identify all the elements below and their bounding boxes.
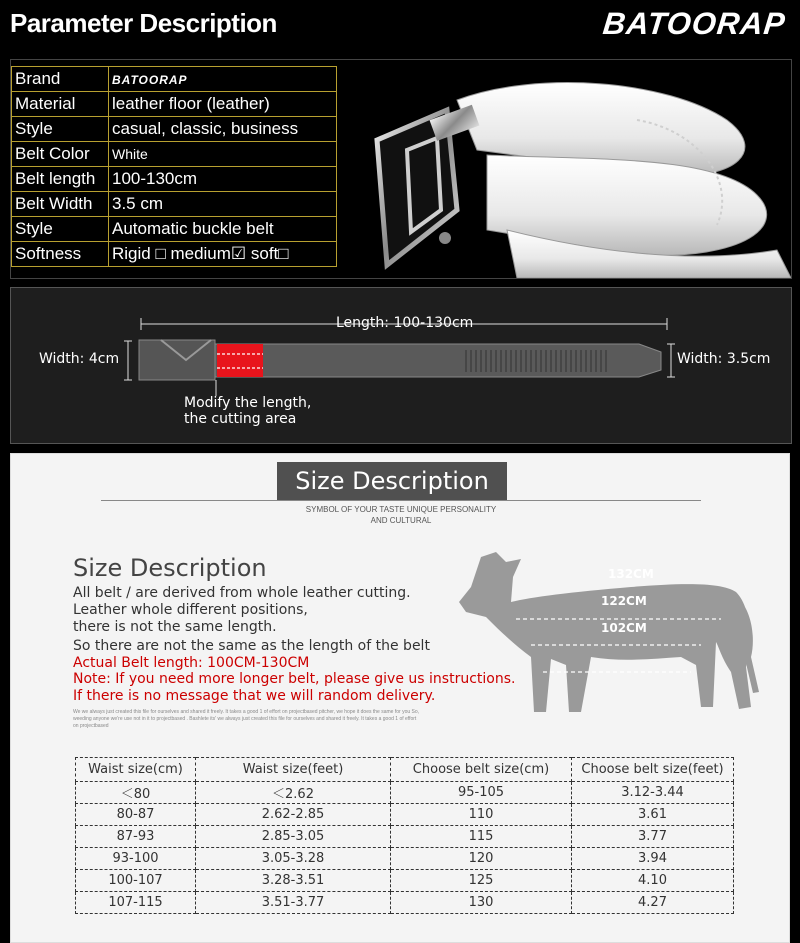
table-row <box>76 870 734 892</box>
length-label: Length: 100-130cm <box>336 315 474 331</box>
table-cell: ＜2.62 <box>196 782 391 804</box>
table-cell: 87-93 <box>76 826 196 848</box>
description-line: Leather whole different positions, <box>73 602 308 618</box>
table-cell: 120 <box>391 848 572 870</box>
size-table <box>75 757 734 914</box>
cow-diagram <box>451 547 761 727</box>
size-table-header-row <box>76 758 734 782</box>
description-line: there is not the same length. <box>73 619 277 635</box>
param-key: Softness <box>12 242 109 267</box>
longer-belt-note: Note: If you need more longer belt, please give us instructions. <box>73 671 516 687</box>
brand-value-logo: BATOORAP <box>112 73 188 87</box>
slogan-line-1: SYMBOL OF YOUR TASTE UNIQUE PERSONALITY <box>305 505 497 514</box>
table-cell: 130 <box>391 892 572 914</box>
table-cell: 2.62-2.85 <box>196 804 391 826</box>
table-cell: 3.12-3.44 <box>572 782 734 804</box>
width-left-label: Width: 4cm <box>39 351 120 367</box>
size-table-header: Choose belt size(cm) <box>391 758 572 782</box>
table-cell: 110 <box>391 804 572 826</box>
param-row <box>12 117 337 142</box>
table-row <box>76 848 734 870</box>
param-value: White <box>109 142 337 167</box>
size-heading: Size Description <box>73 554 267 582</box>
banner-divider <box>101 500 701 501</box>
random-delivery-note: If there is no message that we will random delivery. <box>73 688 436 704</box>
size-description-panel <box>10 453 790 943</box>
param-key: Brand <box>12 67 109 92</box>
parameter-table <box>11 66 337 267</box>
table-cell: 3.94 <box>572 848 734 870</box>
param-row <box>12 67 337 92</box>
param-key: Style <box>12 117 109 142</box>
width-right-label: Width: 3.5cm <box>677 351 771 367</box>
parameter-panel <box>10 59 792 279</box>
brand-logo: BATOORAP <box>601 6 788 41</box>
size-table-header: Waist size(feet) <box>196 758 391 782</box>
param-key: Belt Color <box>12 142 109 167</box>
table-cell: 4.27 <box>572 892 734 914</box>
table-cell: 3.28-3.51 <box>196 870 391 892</box>
description-line: All belt / are derived from whole leather cutting. <box>73 585 411 601</box>
table-cell: 3.05-3.28 <box>196 848 391 870</box>
param-value: leather floor (leather) <box>109 92 337 117</box>
param-value: 100-130cm <box>109 167 337 192</box>
param-value: casual, classic, business <box>109 117 337 142</box>
table-cell: 3.61 <box>572 804 734 826</box>
table-cell: 4.10 <box>572 870 734 892</box>
fine-print: We we always just created this file for ourselves and shared it freely. It takes a good 1 of effort on projectbased pitcher, we hope it does the same for you So, weeding anyone we're use not in it to projectbased . Bashlete its' we always just created this file for ourselves and shared it freely. It takes a good 1 of effort on projectbased <box>73 709 420 729</box>
param-row <box>12 167 337 192</box>
param-value: 3.5 cm <box>109 192 337 217</box>
table-row <box>76 804 734 826</box>
size-table-header: Choose belt size(feet) <box>572 758 734 782</box>
param-key: Belt length <box>12 167 109 192</box>
cow-label-102: 102CM <box>601 621 647 635</box>
size-banner: Size Description <box>277 462 507 500</box>
belt-dimension-diagram <box>10 287 792 444</box>
page-header <box>0 0 800 50</box>
table-cell: 125 <box>391 870 572 892</box>
param-key: Material <box>12 92 109 117</box>
param-value <box>109 67 337 92</box>
table-cell: 115 <box>391 826 572 848</box>
table-row <box>76 826 734 848</box>
table-cell: 95-105 <box>391 782 572 804</box>
size-table-header: Waist size(cm) <box>76 758 196 782</box>
slogan-line-2: AND CULTURAL <box>370 516 432 525</box>
param-row <box>12 142 337 167</box>
param-row <box>12 217 337 242</box>
param-row <box>12 242 337 267</box>
table-cell: 107-115 <box>76 892 196 914</box>
table-cell: 2.85-3.05 <box>196 826 391 848</box>
belt-product-photo <box>337 60 791 278</box>
param-key: Style <box>12 217 109 242</box>
param-value: Automatic buckle belt <box>109 217 337 242</box>
table-cell: 100-107 <box>76 870 196 892</box>
cow-label-122: 122CM <box>601 594 647 608</box>
param-row <box>12 92 337 117</box>
table-cell: 3.77 <box>572 826 734 848</box>
table-cell: 3.51-3.77 <box>196 892 391 914</box>
description-line: So there are not the same as the length of the belt <box>73 638 430 654</box>
param-row <box>12 192 337 217</box>
table-cell: ＜80 <box>76 782 196 804</box>
modify-note-2: the cutting area <box>184 411 297 427</box>
slogan <box>261 504 541 526</box>
header-title: Parameter Description <box>10 8 277 38</box>
table-row <box>76 892 734 914</box>
param-value: Rigid □ medium☑ soft□ <box>109 242 337 267</box>
table-cell: 93-100 <box>76 848 196 870</box>
table-cell: 80-87 <box>76 804 196 826</box>
param-key: Belt Width <box>12 192 109 217</box>
actual-length-note: Actual Belt length: 100CM-130CM <box>73 655 310 671</box>
table-row <box>76 782 734 804</box>
modify-note-1: Modify the length, <box>184 395 312 411</box>
cow-label-132: 132CM <box>608 567 654 581</box>
